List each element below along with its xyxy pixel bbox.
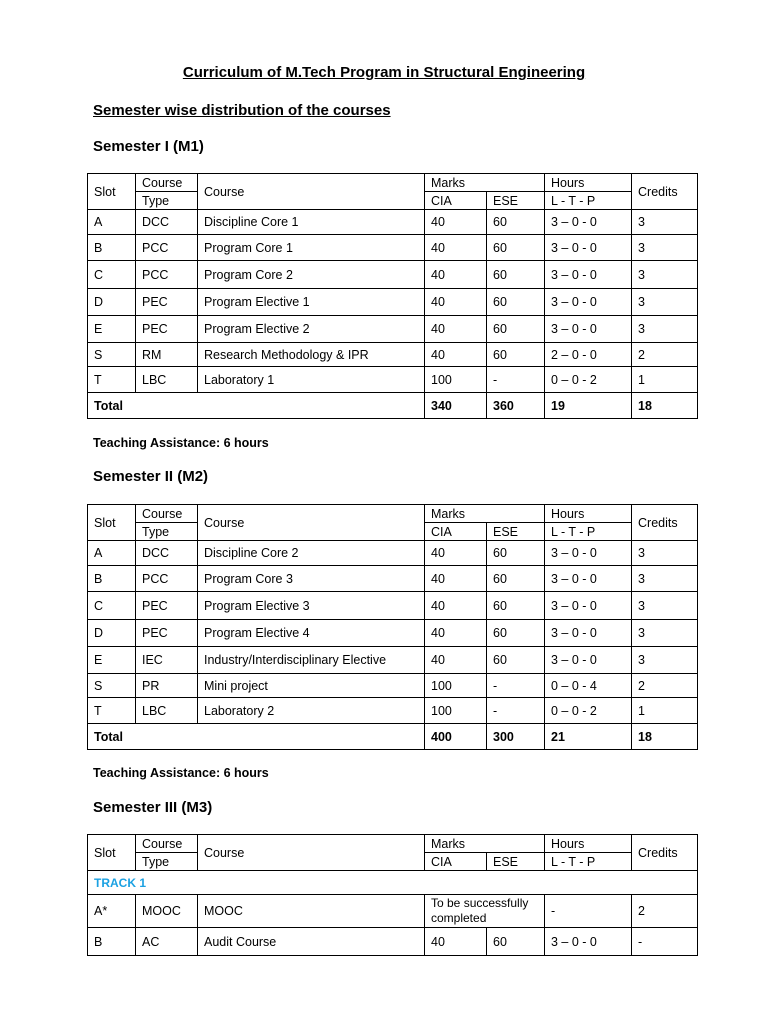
total-row	[88, 393, 698, 419]
semester-2-table	[87, 504, 698, 750]
hours-cell: 3 – 0 - 0	[545, 541, 632, 566]
table-row	[88, 566, 698, 592]
ese-cell: -	[487, 698, 545, 724]
slot-cell: D	[88, 289, 136, 316]
table-row	[88, 210, 698, 235]
course-cell: Program Elective 3	[198, 592, 425, 620]
type-cell: AC	[136, 928, 198, 956]
slot-cell: D	[88, 620, 136, 647]
credits-header: Credits	[632, 835, 698, 871]
cia-cell: 40	[425, 316, 487, 343]
slot-cell: C	[88, 592, 136, 620]
slot-cell: A	[88, 210, 136, 235]
semester-1-table	[87, 173, 698, 419]
slot-cell: C	[88, 261, 136, 289]
course-cell: Discipline Core 2	[198, 541, 425, 566]
semester-3-heading: Semester III (M3)	[93, 799, 213, 816]
hours-cell: 3 – 0 - 0	[545, 592, 632, 620]
credits-cell: 3	[632, 541, 698, 566]
cia-cell: 100	[425, 367, 487, 393]
marks-merged-cell: To be successfully completed	[425, 895, 545, 928]
course-cell: Research Methodology & IPR	[198, 343, 425, 367]
hours-cell: 3 – 0 - 0	[545, 210, 632, 235]
hours-cell: 3 – 0 - 0	[545, 316, 632, 343]
table-row	[88, 541, 698, 566]
course-cell: Industry/Interdisciplinary Elective	[198, 647, 425, 674]
slot-header: Slot	[88, 174, 136, 210]
ese-cell: 60	[487, 210, 545, 235]
course-cell: Laboratory 1	[198, 367, 425, 393]
slot-cell: S	[88, 343, 136, 367]
track-row	[88, 871, 698, 895]
type-cell: PCC	[136, 235, 198, 261]
cia-cell: 40	[425, 261, 487, 289]
course-type-header: Course	[136, 174, 198, 192]
course-cell: Program Elective 2	[198, 316, 425, 343]
table-row	[88, 235, 698, 261]
table-row	[88, 674, 698, 698]
slot-cell: B	[88, 928, 136, 956]
table-row	[88, 316, 698, 343]
cia-cell: 100	[425, 698, 487, 724]
semester-2-heading: Semester II (M2)	[93, 468, 209, 485]
ese-cell: -	[487, 674, 545, 698]
hours-header: Hours	[545, 835, 632, 853]
total-row	[88, 724, 698, 750]
credits-cell: 2	[632, 895, 698, 928]
type-cell: PEC	[136, 592, 198, 620]
credits-cell: 2	[632, 343, 698, 367]
hours-cell: 0 – 0 - 2	[545, 698, 632, 724]
ese-cell: 60	[487, 235, 545, 261]
credits-cell: 1	[632, 367, 698, 393]
cia-cell: 40	[425, 289, 487, 316]
course-type-header: Course	[136, 505, 198, 523]
total-hours: 21	[545, 724, 632, 750]
total-cia: 340	[425, 393, 487, 419]
cia-cell: 40	[425, 343, 487, 367]
course-cell: MOOC	[198, 895, 425, 928]
ese-header: ESE	[487, 853, 545, 871]
ese-header: ESE	[487, 192, 545, 210]
course-type-header: Type	[136, 523, 198, 541]
track-label: TRACK 1	[88, 871, 698, 895]
total-cia: 400	[425, 724, 487, 750]
ese-cell: 60	[487, 566, 545, 592]
type-cell: PCC	[136, 261, 198, 289]
slot-header: Slot	[88, 835, 136, 871]
document-title: Curriculum of M.Tech Program in Structural Engineering	[182, 64, 586, 81]
slot-cell: E	[88, 647, 136, 674]
total-ese: 360	[487, 393, 545, 419]
credits-header: Credits	[632, 174, 698, 210]
ese-cell: 60	[487, 647, 545, 674]
credits-cell: 3	[632, 289, 698, 316]
credits-cell: 1	[632, 698, 698, 724]
type-cell: PR	[136, 674, 198, 698]
table-row	[88, 367, 698, 393]
course-cell: Discipline Core 1	[198, 210, 425, 235]
credits-cell: 3	[632, 316, 698, 343]
table-row	[88, 895, 698, 928]
credits-cell: 3	[632, 566, 698, 592]
header-row	[88, 505, 698, 523]
teaching-assistance-note: Teaching Assistance: 6 hours	[93, 436, 269, 450]
slot-header: Slot	[88, 505, 136, 541]
table-row	[88, 647, 698, 674]
total-label: Total	[88, 393, 425, 419]
ese-cell: 60	[487, 592, 545, 620]
course-type-header: Course	[136, 835, 198, 853]
header-row	[88, 174, 698, 192]
type-cell: MOOC	[136, 895, 198, 928]
total-hours: 19	[545, 393, 632, 419]
type-cell: DCC	[136, 541, 198, 566]
course-cell: Program Elective 1	[198, 289, 425, 316]
ese-cell: 60	[487, 541, 545, 566]
course-cell: Audit Course	[198, 928, 425, 956]
ese-cell: -	[487, 367, 545, 393]
slot-cell: T	[88, 698, 136, 724]
cia-cell: 40	[425, 541, 487, 566]
credits-cell: -	[632, 928, 698, 956]
hours-cell: 3 – 0 - 0	[545, 928, 632, 956]
course-header: Course	[198, 174, 425, 210]
ltp-header: L - T - P	[545, 192, 632, 210]
table-row	[88, 620, 698, 647]
total-credits: 18	[632, 724, 698, 750]
cia-cell: 40	[425, 235, 487, 261]
cia-cell: 40	[425, 210, 487, 235]
hours-cell: 3 – 0 - 0	[545, 261, 632, 289]
hours-cell: 3 – 0 - 0	[545, 647, 632, 674]
ese-cell: 60	[487, 343, 545, 367]
course-header: Course	[198, 835, 425, 871]
slot-cell: S	[88, 674, 136, 698]
type-cell: PCC	[136, 566, 198, 592]
credits-cell: 3	[632, 235, 698, 261]
type-cell: PEC	[136, 316, 198, 343]
hours-cell: 0 – 0 - 4	[545, 674, 632, 698]
credits-header: Credits	[632, 505, 698, 541]
credits-cell: 3	[632, 210, 698, 235]
hours-cell: 0 – 0 - 2	[545, 367, 632, 393]
section-heading: Semester wise distribution of the courses	[93, 102, 391, 119]
cia-header: CIA	[425, 853, 487, 871]
type-cell: LBC	[136, 698, 198, 724]
marks-header: Marks	[425, 835, 545, 853]
course-cell: Mini project	[198, 674, 425, 698]
cia-cell: 100	[425, 674, 487, 698]
table-row	[88, 261, 698, 289]
course-cell: Program Core 3	[198, 566, 425, 592]
hours-cell: 3 – 0 - 0	[545, 289, 632, 316]
ese-header: ESE	[487, 523, 545, 541]
course-type-header: Type	[136, 192, 198, 210]
slot-cell: A*	[88, 895, 136, 928]
hours-header: Hours	[545, 174, 632, 192]
table-row	[88, 289, 698, 316]
slot-cell: B	[88, 566, 136, 592]
hours-cell: 3 – 0 - 0	[545, 620, 632, 647]
slot-cell: A	[88, 541, 136, 566]
ese-cell: 60	[487, 261, 545, 289]
slot-cell: T	[88, 367, 136, 393]
cia-cell: 40	[425, 928, 487, 956]
course-header: Course	[198, 505, 425, 541]
semester-1-heading: Semester I (M1)	[93, 138, 204, 155]
type-cell: PEC	[136, 289, 198, 316]
ese-cell: 60	[487, 316, 545, 343]
table-row	[88, 343, 698, 367]
hours-cell: 3 – 0 - 0	[545, 235, 632, 261]
hours-cell: -	[545, 895, 632, 928]
course-type-header: Type	[136, 853, 198, 871]
credits-cell: 2	[632, 674, 698, 698]
credits-cell: 3	[632, 647, 698, 674]
teaching-assistance-note: Teaching Assistance: 6 hours	[93, 766, 269, 780]
table-row	[88, 928, 698, 956]
cia-cell: 40	[425, 620, 487, 647]
hours-cell: 2 – 0 - 0	[545, 343, 632, 367]
ltp-header: L - T - P	[545, 853, 632, 871]
cia-cell: 40	[425, 592, 487, 620]
total-label: Total	[88, 724, 425, 750]
ese-cell: 60	[487, 289, 545, 316]
cia-cell: 40	[425, 566, 487, 592]
cia-cell: 40	[425, 647, 487, 674]
type-cell: IEC	[136, 647, 198, 674]
course-cell: Program Core 1	[198, 235, 425, 261]
cia-header: CIA	[425, 523, 487, 541]
type-cell: RM	[136, 343, 198, 367]
total-credits: 18	[632, 393, 698, 419]
course-cell: Program Core 2	[198, 261, 425, 289]
credits-cell: 3	[632, 620, 698, 647]
ese-cell: 60	[487, 620, 545, 647]
type-cell: PEC	[136, 620, 198, 647]
type-cell: LBC	[136, 367, 198, 393]
cia-header: CIA	[425, 192, 487, 210]
credits-cell: 3	[632, 592, 698, 620]
slot-cell: B	[88, 235, 136, 261]
hours-cell: 3 – 0 - 0	[545, 566, 632, 592]
table-row	[88, 592, 698, 620]
ltp-header: L - T - P	[545, 523, 632, 541]
marks-header: Marks	[425, 174, 545, 192]
ese-cell: 60	[487, 928, 545, 956]
marks-header: Marks	[425, 505, 545, 523]
course-cell: Laboratory 2	[198, 698, 425, 724]
header-row	[88, 835, 698, 853]
credits-cell: 3	[632, 261, 698, 289]
slot-cell: E	[88, 316, 136, 343]
semester-3-table	[87, 834, 698, 956]
hours-header: Hours	[545, 505, 632, 523]
total-ese: 300	[487, 724, 545, 750]
course-cell: Program Elective 4	[198, 620, 425, 647]
table-row	[88, 698, 698, 724]
type-cell: DCC	[136, 210, 198, 235]
